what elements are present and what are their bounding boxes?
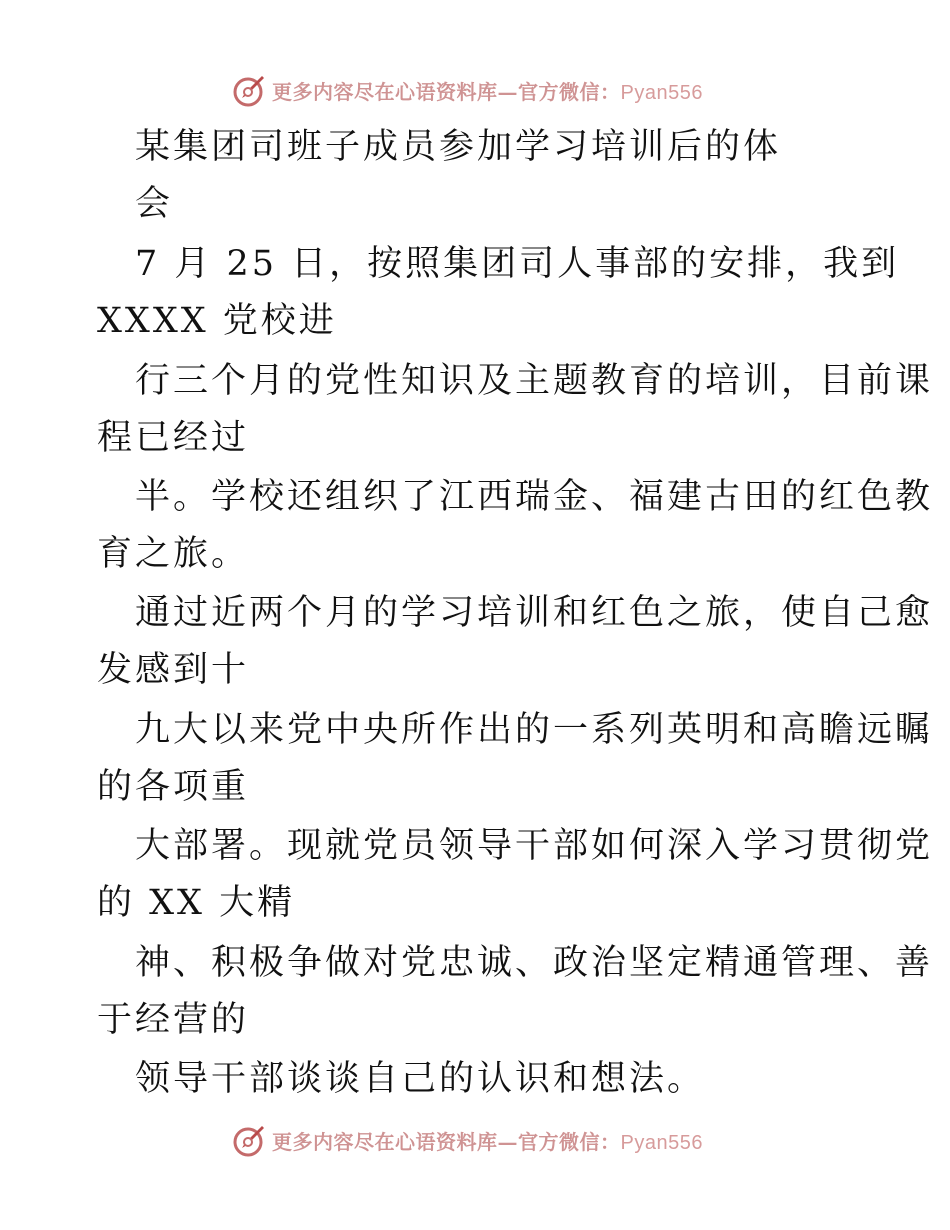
watermark-text — [272, 1126, 703, 1155]
title-line-1: 某集团司班子成员参加学习培训后的体 — [135, 127, 782, 167]
paragraph-line: 育之旅。 — [97, 534, 250, 574]
title-line-2: 会 — [135, 184, 174, 224]
watermark-wechat-id: Pyan556 — [620, 1131, 703, 1154]
paragraph-line: 的各项重 — [97, 767, 250, 807]
paragraph-line: 通过近两个月的学习培训和红色之旅，使自己愈 — [135, 593, 934, 633]
paragraph-line: 半。学校还组织了江西瑞金、福建古田的红色教 — [135, 477, 934, 517]
paragraph-line: 于经营的 — [97, 1000, 250, 1040]
watermark-wechat-id: Pyan556 — [620, 81, 703, 104]
footer-watermark — [232, 1120, 703, 1160]
paragraph-line: 发感到十 — [97, 650, 250, 690]
paragraph-line: 行三个月的党性知识及主题教育的培训，目前课 — [135, 361, 934, 401]
watermark-prefix: 更多内容尽在心语资料库—官方微信： — [272, 1129, 621, 1154]
quill-logo-icon — [232, 1122, 268, 1158]
paragraph-line: 九大以来党中央所作出的一系列英明和高瞻远瞩 — [135, 710, 934, 750]
paragraph-line: 大部署。现就党员领导干部如何深入学习贯彻党 — [135, 826, 934, 866]
paragraph-line: 领导干部谈谈自己的认识和想法。 — [135, 1059, 706, 1099]
watermark-prefix: 更多内容尽在心语资料库—官方微信： — [272, 79, 621, 104]
paragraph-line: 神、积极争做对党忠诚、政治坚定精通管理、善 — [135, 943, 934, 983]
paragraph-line: 程已经过 — [97, 418, 250, 458]
paragraph-line: 的 XX 大精 — [97, 883, 296, 923]
paragraph-line: 7 月 25 日，按照集团司人事部的安排，我到 — [135, 244, 900, 284]
paragraph-line: XXXX 党校进 — [97, 301, 337, 341]
